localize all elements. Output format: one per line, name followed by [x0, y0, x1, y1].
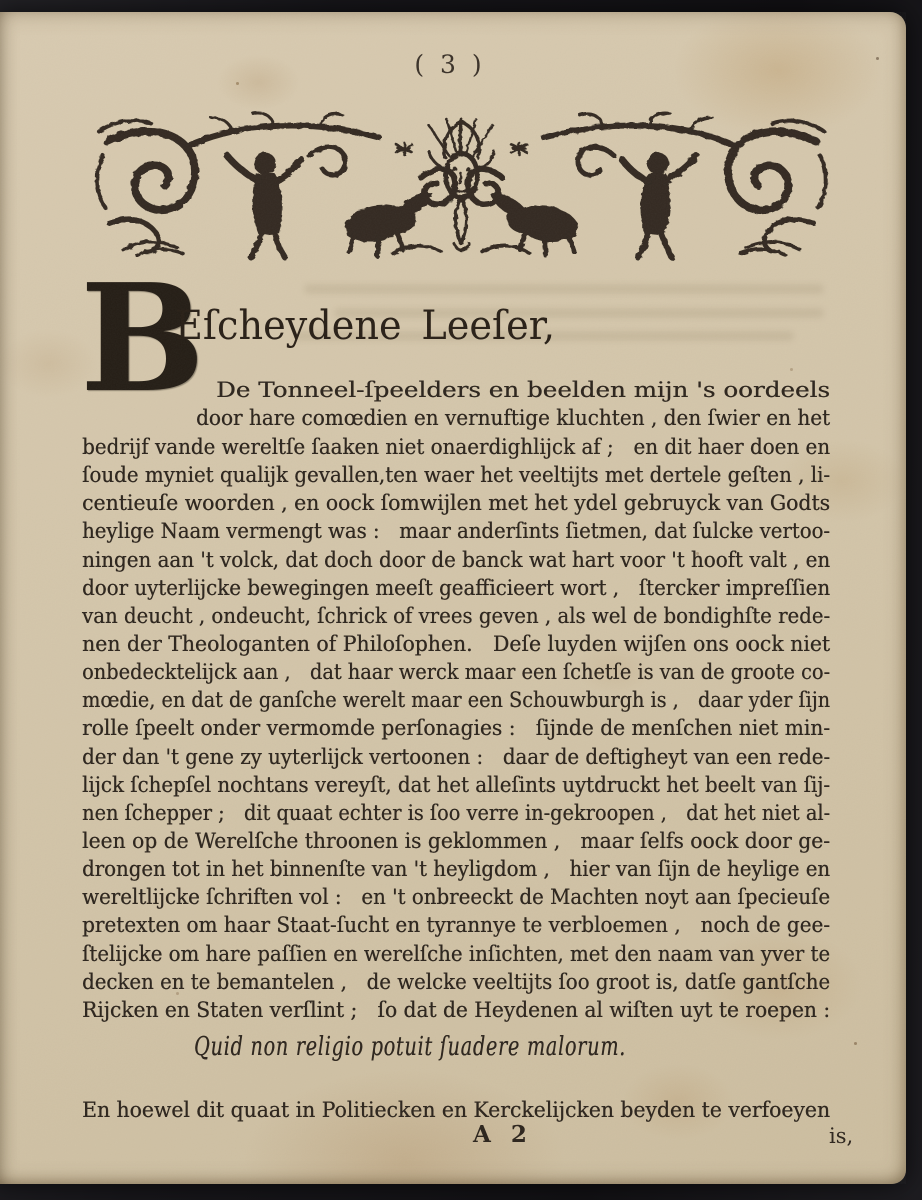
text-line-opening-1: De Tonneel-ſpeelders en beelden mijn 's oordeels — [216, 378, 830, 402]
text-line: Rijcken en Staten verſlint ; ſo dat de Heydenen al wiſten uyt te roepen : — [82, 997, 831, 1022]
woodcut-headpiece-ornament — [93, 111, 830, 264]
catchword: is, — [829, 1124, 854, 1148]
text-line: door uyterlijcke bewegingen meeſt geafficieert wort , ſtercker impreſſien — [82, 575, 831, 600]
body-text — [82, 433, 830, 1024]
text-line: lijck ſchepſel nochtans vereyſt, dat het alleſints uytdruckt het beelt van ſij- — [82, 772, 830, 797]
text-line: ningen aan 't volck, dat doch door de banck wat hart voor 't hooft valt , en — [82, 547, 831, 572]
text-line: drongen tot in het binnenſte van 't heyligdom , hier van ſijn de heylige en — [82, 857, 831, 882]
signature-mark: A 2 — [473, 1121, 533, 1148]
text-line: nen ſchepper ; dit quaat echter is ſoo verre in-gekroopen , dat het niet al- — [82, 800, 831, 825]
page-number: ( 3 ) — [414, 50, 486, 79]
text-line: wereltlijcke ſchriften vol : en 't onbreeckt de Machten noyt aan ſpecieuſe — [82, 885, 831, 910]
page — [0, 12, 906, 1184]
text-line: leen op de Werelſche throonen is geklommen , maar ſelfs oock door ge- — [82, 828, 830, 853]
text-line: centieuſe woorden , en oock ſomwijlen met het ydel gebruyck van Godts — [82, 491, 831, 516]
text-line: heylige Naam vermengt was : maar anderſints ſietmen, dat ſulcke vertoo- — [82, 519, 830, 544]
text-line: van deucht , ondeucht, ſchrick of vrees geven , als wel de bondighſte rede- — [82, 603, 831, 628]
show-through-text — [304, 284, 824, 294]
text-line: decken en te bemantelen , de welcke veeltijts ſoo groot is, datſe gantſche — [82, 969, 831, 994]
text-line: der dan 't gene zy uyterlijck vertoonen : daar de deftigheyt van een rede- — [82, 744, 831, 769]
section-heading: Eſcheydene Leeſer, — [175, 303, 555, 349]
text-line-opening-2: door hare comœdien en vernuftige kluchten , den ſwier en het — [196, 406, 831, 430]
text-line: bedrijf vande wereltſe ſaaken niet onaerdighlijck af ; en dit haer doen en — [82, 435, 830, 459]
text-line: ſoude myniet qualijk gevallen,ten waer het veeltijts met dertele geſten , li- — [82, 463, 830, 488]
text-line: mœdie, en dat de ganſche werelt maar een Schouwburgh is , daar yder ſijn — [82, 688, 831, 713]
drop-cap-initial: B — [80, 251, 206, 425]
latin-quote: Quid non religio potuit ſuadere malorum. — [194, 1032, 627, 1062]
text-line: pretexten om haar Staat-ſucht en tyrannye te verbloemen , noch de gee- — [82, 913, 830, 938]
text-line: onbedecktelijck aan , dat haar werck maar een ſchetſe is van de groote co- — [82, 660, 830, 685]
text-line: nen der Theologanten of Philoſophen. Deſe luyden wijſen ons oock niet — [82, 631, 831, 656]
text-line: ſtelijcke om hare paſſien en werelſche inſichten, met den naam van yver te — [82, 941, 830, 966]
closing-line: En hoewel dit quaat in Politiecken en Kerckelijcken beyden te verfoeyen — [82, 1098, 830, 1122]
text-line: rolle ſpeelt onder vermomde perſonagies : ſijnde de menſchen niet min- — [82, 716, 831, 741]
